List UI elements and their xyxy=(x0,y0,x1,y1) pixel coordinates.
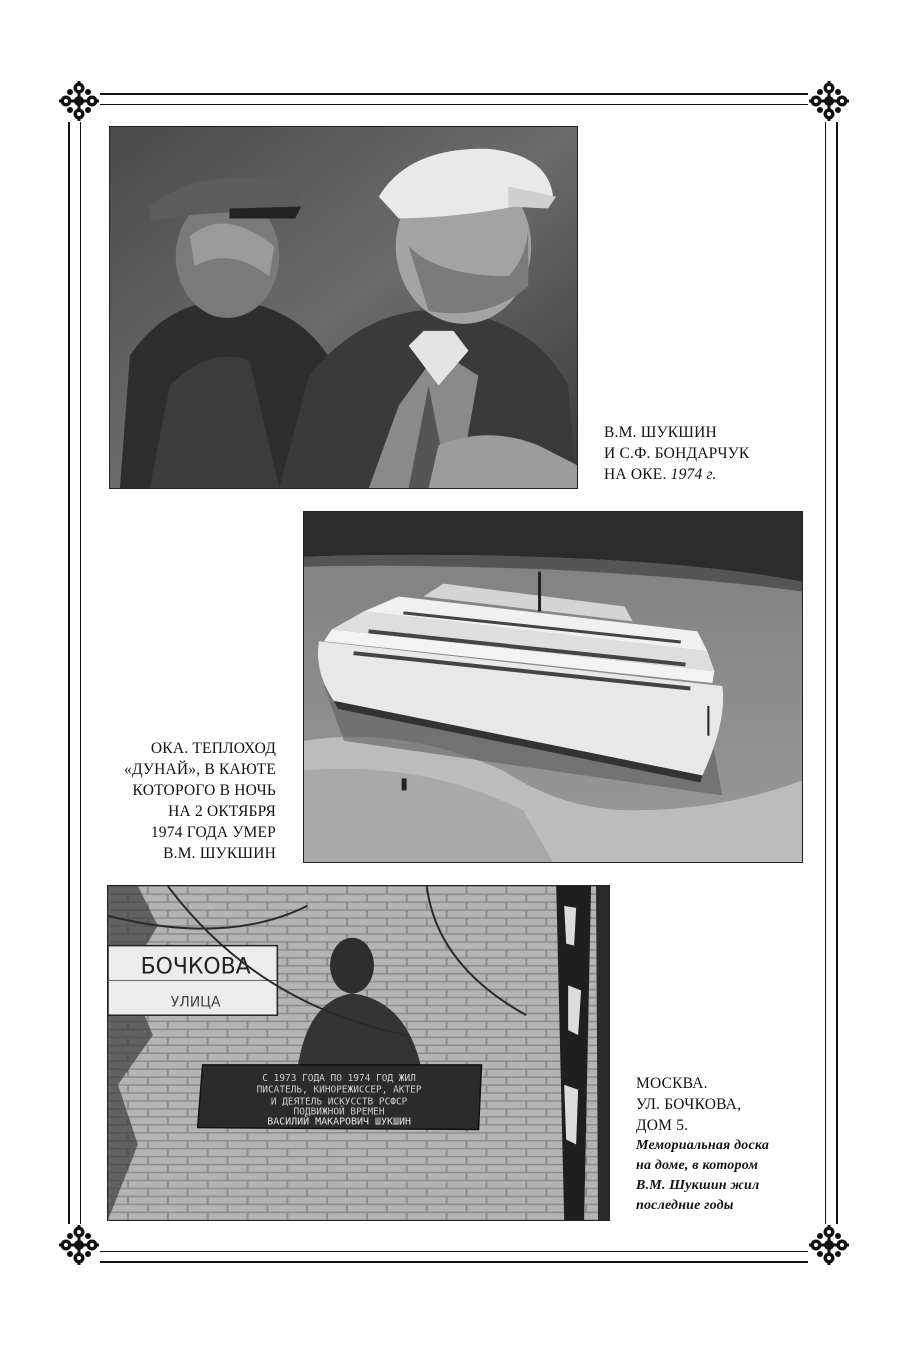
plaque-text-line: ПОДВИЖНОЙ ВРЕМЕН xyxy=(293,1106,385,1118)
caption-italic-line: В.М. Шукшин жил xyxy=(636,1178,760,1193)
plaque-name: ВАСИЛИЙ МАКАРОВИЧ ШУКШИН xyxy=(267,1116,411,1128)
caption-line: МОСКВА. xyxy=(636,1075,708,1092)
caption-line: ОКА. ТЕПЛОХОД xyxy=(150,740,276,757)
caption-line: УЛ. БОЧКОВА, xyxy=(636,1096,742,1113)
caption-line: «ДУНАЙ», В КАЮТЕ xyxy=(124,761,276,778)
corner-ornament-icon xyxy=(58,1224,100,1266)
photo-memorial-plaque xyxy=(107,885,610,1221)
caption-photo-portrait xyxy=(604,422,749,485)
plaque-text-line: ПИСАТЕЛЬ, КИНОРЕЖИССЕР, АКТЕР xyxy=(256,1084,422,1096)
caption-italic-line: на доме, в котором xyxy=(636,1158,759,1173)
caption-year: 1974 г. xyxy=(670,466,717,483)
caption-line: ДОМ 5. xyxy=(636,1117,689,1134)
photo-motor-ship xyxy=(303,511,803,863)
caption-line: И С.Ф. БОНДАРЧУК xyxy=(604,445,750,462)
caption-photo-ship xyxy=(112,738,276,864)
caption-line: 1974 ГОДА УМЕР xyxy=(150,824,276,841)
caption-line xyxy=(604,464,749,485)
caption-photo-plaque xyxy=(636,1073,769,1216)
caption-line: В.М. ШУКШИН xyxy=(604,424,717,441)
plaque-text-line: И ДЕЯТЕЛЬ ИСКУССТВ РСФСР xyxy=(270,1096,408,1108)
street-sign-name: БОЧКОВА xyxy=(140,954,251,980)
caption-line: В.М. ШУКШИН xyxy=(163,845,276,862)
caption-italic-line: Мемориальная доска xyxy=(636,1138,770,1153)
corner-ornament-icon xyxy=(58,80,100,122)
plaque-text-line: С 1973 ГОДА ПО 1974 ГОД ЖИЛ xyxy=(262,1072,416,1084)
caption-italic-line: последние годы xyxy=(636,1198,734,1213)
corner-ornament-icon xyxy=(808,80,850,122)
caption-text: НА ОКЕ. xyxy=(604,466,667,483)
street-sign-type: УЛИЦА xyxy=(170,994,221,1011)
caption-line: КОТОРОГО В НОЧЬ xyxy=(132,782,276,799)
photo-portrait-two-men xyxy=(109,126,578,489)
caption-line: НА 2 ОКТЯБРЯ xyxy=(168,803,276,820)
corner-ornament-icon xyxy=(808,1224,850,1266)
